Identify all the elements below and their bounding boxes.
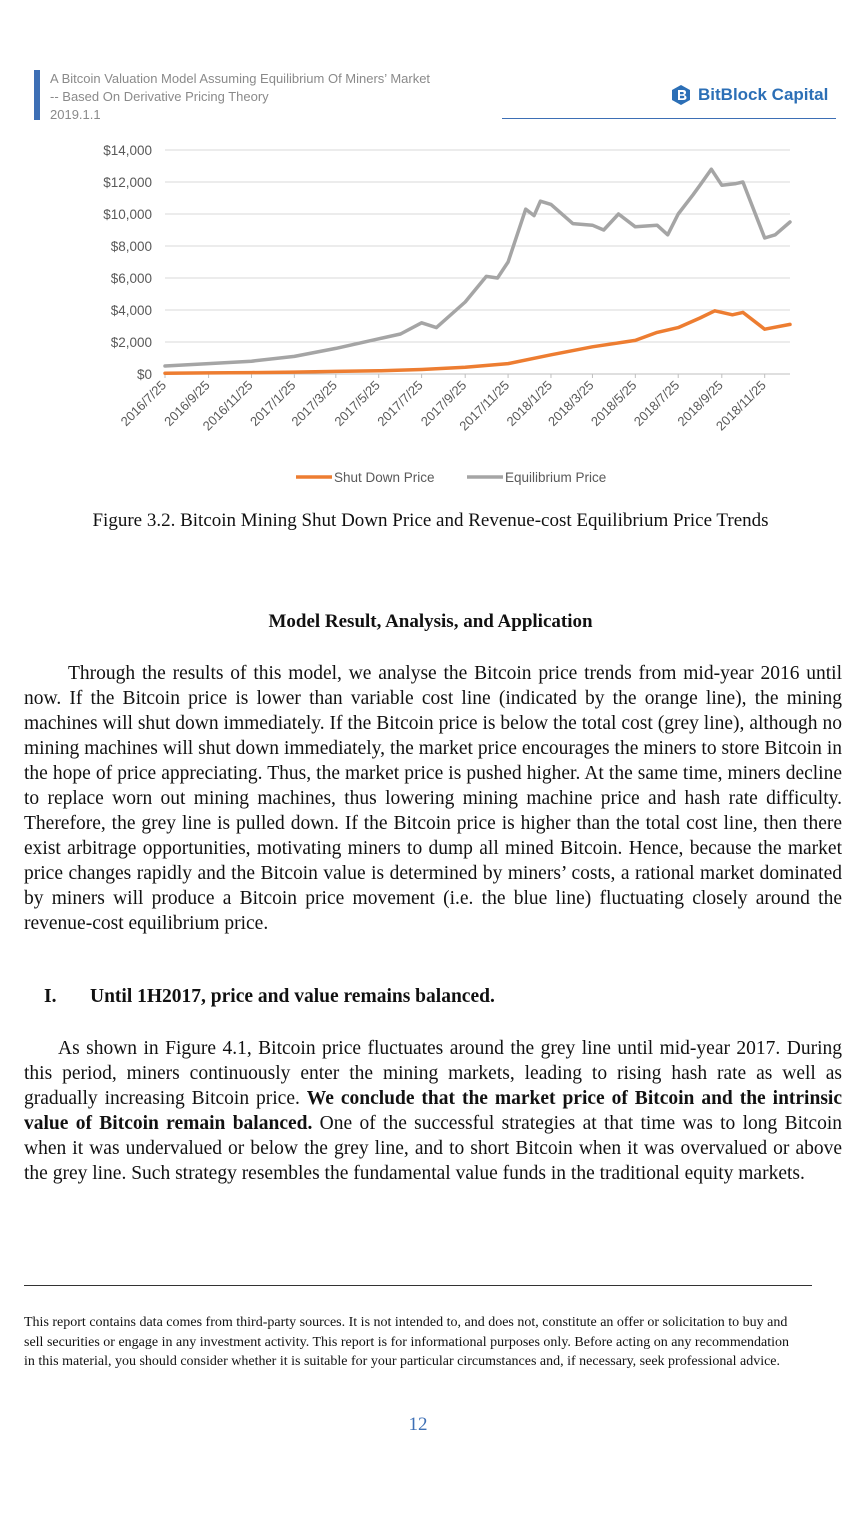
x-tick-label: 2018/5/25	[587, 377, 640, 430]
x-tick-label: 2018/9/25	[674, 377, 726, 430]
y-tick-label: $4,000	[110, 303, 152, 318]
y-tick-label: $6,000	[110, 271, 152, 286]
x-tick-label: 2016/9/25	[161, 377, 213, 430]
price-chart	[0, 130, 861, 500]
x-tick-label: 2018/3/25	[545, 377, 597, 430]
x-tick-label: 2018/1/25	[503, 377, 556, 430]
figure-caption: Figure 3.2. Bitcoin Mining Shut Down Price and Revenue-cost Equilibrium Price Trends	[92, 510, 769, 531]
chart-svg	[0, 130, 861, 500]
x-tick-label: 2017/3/25	[288, 377, 340, 430]
y-tick-label: $2,000	[110, 335, 152, 350]
series-line-1	[165, 169, 790, 366]
legend-label: Equilibrium Price	[505, 470, 607, 485]
y-tick-label: $14,000	[103, 143, 152, 158]
section-title: Model Result, Analysis, and Application	[268, 611, 593, 632]
legend-label: Shut Down Price	[334, 470, 435, 485]
report-title-line2: -- Based On Derivative Pricing Theory	[50, 89, 269, 104]
paragraph-balance-conclusion: We conclude that the market price of Bitcoin and the intrinsic value of Bitcoin remain balanced.	[24, 1088, 842, 1134]
company-logo	[670, 84, 828, 106]
header-accent-bar	[34, 70, 40, 120]
footer-divider	[24, 1285, 812, 1286]
x-tick-label: 2017/1/25	[246, 377, 299, 430]
page-number: 12	[408, 1414, 428, 1435]
x-tick-label: 2018/7/25	[630, 377, 683, 430]
subsection-heading	[44, 986, 495, 1008]
y-tick-label: $12,000	[103, 175, 152, 190]
disclaimer: This report contains data comes from third-party sources. It is not intended to, and does not, constitute an offer or solicitation to buy and sell securities or engage in any investment activity. This report is for informational purposes only. Before acting on any recommendation in this material, you should consider whether it is suitable for your particular circumstances and, if necessary, seek professional advice.	[24, 1315, 789, 1369]
paragraph-balance	[24, 1036, 842, 1186]
x-tick-label: 2016/11/25	[199, 377, 256, 434]
report-title-line1: A Bitcoin Valuation Model Assuming Equilibrium Of Miners’ Market	[50, 71, 431, 86]
x-tick-label: 2017/11/25	[456, 377, 513, 434]
x-tick-label: 2017/7/25	[374, 377, 426, 430]
report-header	[50, 70, 430, 124]
paragraph-balance-part1: As shown in Figure 4.1, Bitcoin price fluctuates around the grey line until mid-year 2017. During this period, miners continuously enter the mining markets, leading to rising hash rate as well as gradually increasing Bitcoin price.	[24, 1038, 842, 1109]
x-tick-label: 2018/11/25	[712, 377, 769, 434]
y-tick-label: $0	[136, 367, 152, 382]
y-tick-label: $8,000	[110, 239, 152, 254]
x-tick-label: 2016/7/25	[117, 377, 170, 430]
subsection-title: Until 1H2017, price and value remains balanced.	[90, 986, 495, 1007]
bitblock-logo-icon	[670, 84, 692, 106]
paragraph-balance-part2: One of the successful strategies at that time was to long Bitcoin when it was undervalued or below the grey line, and to short Bitcoin when it was overvalued or above the grey line. Such strategy resembles the fundamental value funds in the traditional equity markets.	[24, 1113, 842, 1184]
paragraph-analysis: Through the results of this model, we analyse the Bitcoin price trends from mid-year 2016 until now. If the Bitcoin price is lower than variable cost line (indicated by the orange line), the mining machines will shut down immediately. If the Bitcoin price is below the total cost (grey line), although no mining machines will shut down immediately, the market price encourages the miners to store Bitcoin in the hope of price appreciating. Thus, the market price is pushed higher. At the same time, miners decline to replace worn out mining machines, thus lowering mining machine price and hash rate difficulty. Therefore, the grey line is pulled down. If the Bitcoin price is higher than the total cost line, then there exist arbitrage opportunities, motivating miners to dump all mined Bitcoin. Hence, because the market price changes rapidly and the Bitcoin value is determined by miners’ costs, a rational market dominated by miners will produce a Bitcoin price movement (i.e. the blue line) fluctuating closely around the revenue-cost equilibrium price.	[24, 663, 842, 934]
y-tick-label: $10,000	[103, 207, 152, 222]
x-tick-label: 2017/9/25	[417, 377, 470, 430]
x-tick-label: 2017/5/25	[331, 377, 383, 430]
header-divider	[502, 118, 836, 119]
logo-text: BitBlock Capital	[698, 85, 829, 104]
report-date: 2019.1.1	[50, 107, 101, 122]
subsection-number: I.	[44, 986, 57, 1007]
